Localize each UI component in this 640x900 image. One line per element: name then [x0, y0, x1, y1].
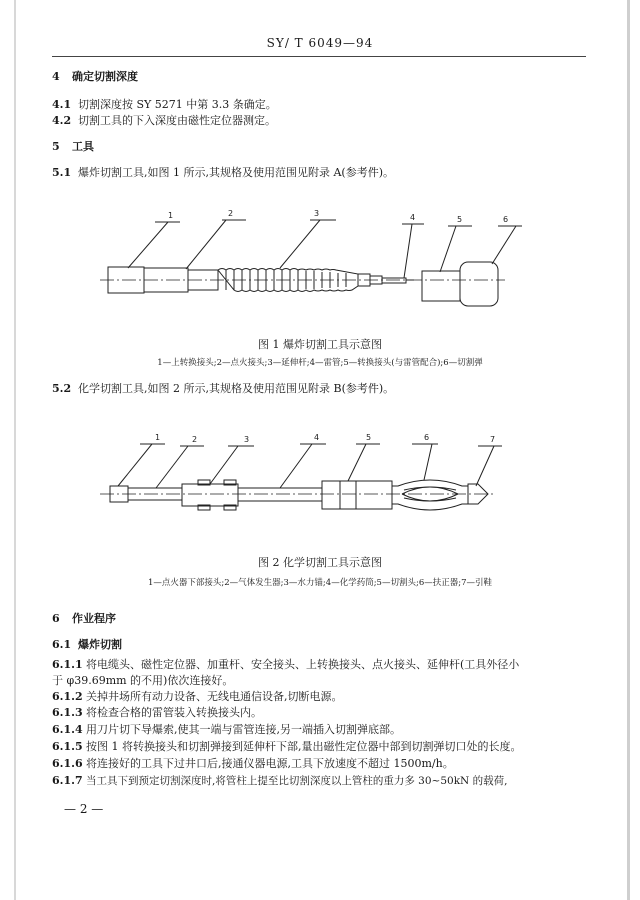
fig2-chemical-cartridge	[238, 488, 322, 501]
fig1-label-6: 6	[503, 215, 509, 224]
subsection-6-1-title: 爆炸切割	[78, 638, 122, 651]
step-6-1-7-text: 当工具下到预定切割深度时,将管柱上提至比切割深度以上管柱的重力多 30~50kN 的载荷,	[86, 775, 508, 787]
fig2-label-5: 5	[366, 433, 372, 442]
section-4-number: 4	[52, 70, 60, 83]
fig2-hydraulic-anchor	[182, 484, 238, 506]
figure-2-caption: 图 2 化学切割工具示意图	[258, 556, 382, 569]
fig2-label-7: 7	[490, 435, 496, 444]
clause-5-2-number: 5.2	[52, 382, 72, 395]
step-6-1-2-number: 6.1.2	[52, 690, 83, 703]
fig1-label-2: 2	[228, 209, 234, 218]
subsection-6-1-number: 6.1	[52, 638, 72, 651]
section-4-title: 确定切割深度	[72, 70, 138, 83]
step-6-1-3-text: 将检查合格的雷管装入转换接头内。	[86, 706, 262, 719]
clause-4-2-number: 4.2	[52, 114, 72, 127]
step-6-1-3-number: 6.1.3	[52, 706, 83, 719]
fig2-label-3: 3	[244, 435, 250, 444]
step-6-1-2-text: 关掉井场所有动力设备、无线电通信设备,切断电源。	[86, 690, 343, 703]
page-number: — 2 —	[64, 802, 104, 816]
fig1-conversion-joint	[422, 271, 460, 301]
figure-1-caption: 图 1 爆炸切割工具示意图	[258, 338, 382, 351]
clause-4-1-number: 4.1	[52, 98, 72, 111]
fig1-label-4: 4	[410, 213, 416, 222]
figure-2-drawing	[0, 420, 640, 530]
step-6-1-5-number: 6.1.5	[52, 740, 83, 753]
step-6-1-7-number: 6.1.7	[52, 774, 83, 787]
section-5-number: 5	[52, 140, 60, 153]
fig1-label-5: 5	[457, 215, 463, 224]
step-6-1-6-text: 将连接好的工具下过井口后,接通仪器电源,工具下放速度不超过 1500m/h。	[86, 757, 454, 770]
clause-4-1-text: 切割深度按 SY 5271 中第 3.3 条确定。	[78, 98, 277, 111]
section-6-title: 作业程序	[72, 612, 116, 625]
fig1-cutting-charge	[460, 262, 498, 306]
fig2-label-4: 4	[314, 433, 320, 442]
figure-1-legend: 1—上转换接头;2—点火接头;3—延伸杆;4—雷管;5—转换接头(与雷管配合);6—切割弹	[157, 358, 483, 368]
clause-4-2-text: 切割工具的下入深度由磁性定位器测定。	[78, 114, 276, 127]
clause-5-1-number: 5.1	[52, 166, 72, 179]
clause-5-1-text: 爆炸切割工具,如图 1 所示,其规格及使用范围见附录 A(参考件)。	[78, 166, 395, 179]
step-6-1-6-number: 6.1.6	[52, 757, 83, 770]
fig1-label-3: 3	[314, 209, 320, 218]
fig1-detonator	[382, 278, 406, 283]
fig1-label-1: 1	[168, 211, 174, 220]
figure-2-legend: 1—点火器下部接头;2—气体发生器;3—水力锚;4—化学药筒;5—切割头;6—扶正器;7—引鞋	[147, 578, 493, 588]
section-6-number: 6	[52, 612, 60, 625]
step-6-1-1-continuation: 于 φ39.69mm 的不用)依次连接好。	[52, 674, 234, 687]
step-6-1-1-text: 将电缆头、磁性定位器、加重杆、安全接头、上转换接头、点火接头、延伸杆(工具外径小	[86, 658, 520, 671]
step-6-1-4-number: 6.1.4	[52, 723, 83, 736]
step-6-1-1-number: 6.1.1	[52, 658, 83, 671]
clause-5-2-text: 化学切割工具,如图 2 所示,其规格及使用范围见附录 B(参考件)。	[78, 382, 395, 395]
step-6-1-4-text: 用刀片切下导爆索,使其一端与雷管连接,另一端插入切割弹底部。	[86, 723, 401, 736]
section-5-title: 工具	[72, 140, 94, 153]
fig2-cutting-head	[322, 481, 392, 509]
header-rule	[52, 56, 586, 57]
fig2-label-2: 2	[192, 435, 198, 444]
figure-1-drawing	[0, 200, 640, 320]
step-6-1-5-text: 按图 1 将转换接头和切割弹接到延伸杆下部,量出磁性定位器中部到切割弹切口处的长度。	[86, 740, 522, 753]
fig2-label-1: 1	[155, 433, 161, 442]
fig2-label-6: 6	[424, 433, 430, 442]
page-header: SY/ T 6049—94	[266, 36, 374, 50]
